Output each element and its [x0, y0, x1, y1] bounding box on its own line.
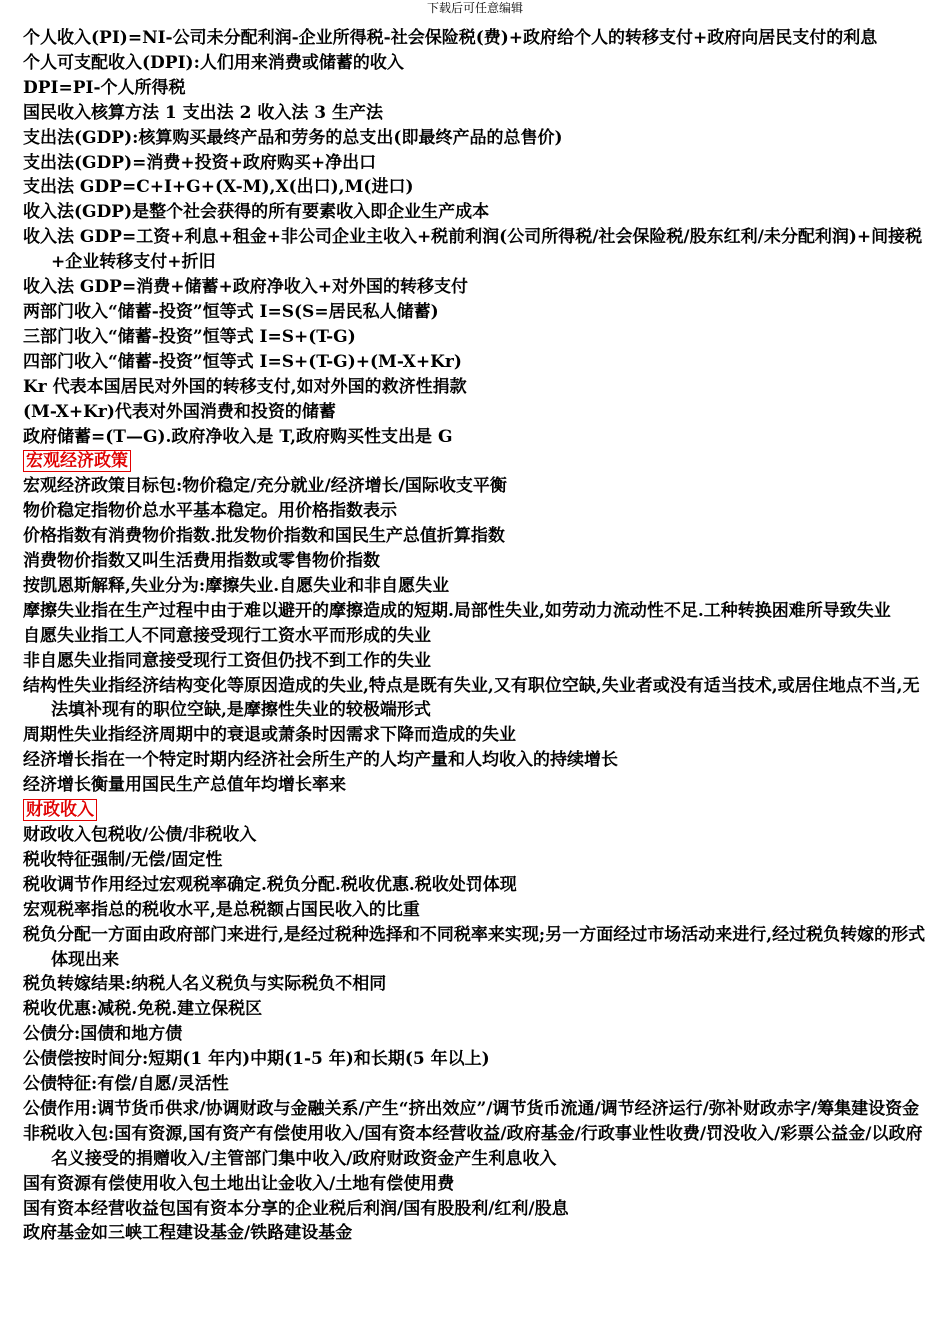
text-line: 税负分配一方面由政府部门来进行,是经过税种选择和不同税率来实现;另一方面经过市场活动来进行,经过税负转嫁的形式体现出来	[23, 924, 926, 970]
section-heading-macro-policy: 宏观经济政策	[23, 450, 131, 472]
text-line: 非自愿失业指同意接受现行工资但仍找不到工作的失业	[23, 650, 431, 671]
text-line: 个人收入(PI)=NI-公司未分配利润-企业所得税-社会保险税(费)+政府给个人的转移支付+政府向居民支付的利息	[23, 28, 878, 48]
text-line: 两部门收入“储蓄-投资”恒等式 I=S(S=居民私人储蓄)	[23, 301, 439, 322]
text-line: 税收特征强制/无偿/固定性	[23, 849, 223, 870]
macro-policy-block	[23, 474, 928, 798]
text-line: 收入法(GDP)是整个社会获得的所有要素收入即企业生产成本	[23, 202, 490, 223]
text-line: 政府基金如三峡工程建设基金/铁路建设基金	[23, 1223, 353, 1244]
text-line: 国有资源有偿使用收入包土地出让金收入/土地有偿使用费	[23, 1173, 455, 1194]
text-line: 价格指数有消费物价指数.批发物价指数和国民生产总值折算指数	[23, 526, 505, 547]
page-header: 下载后可任意编辑	[426, 1, 523, 15]
text-line: 公债作用:调节货币供求/协调财政与金融关系/产生“挤出效应”/调节货币流通/调节经济运行/弥补财政赤字/筹集建设资金	[23, 1098, 920, 1119]
text-line: 国民收入核算方法 1 支出法 2 收入法 3 生产法	[23, 102, 383, 123]
section-heading-fiscal-revenue: 财政收入	[23, 799, 97, 821]
document-body	[23, 26, 928, 1246]
text-line: 收入法 GDP=消费+储蓄+政府净收入+对外国的转移支付	[23, 277, 468, 298]
national-income-block	[23, 26, 928, 449]
text-line: 税收优惠:减税.免税.建立保税区	[23, 999, 263, 1020]
text-line: 消费物价指数又叫生活费用指数或零售物价指数	[23, 551, 380, 572]
text-line: 经济增长指在一个特定时期内经济社会所生产的人均产量和人均收入的持续增长	[23, 750, 618, 771]
text-line: 税负转嫁结果:纳税人名义税负与实际税负不相同	[23, 974, 387, 995]
text-line: 宏观经济政策目标包:物价稳定/充分就业/经济增长/国际收支平衡	[23, 476, 507, 497]
text-line: 按凯恩斯解释,失业分为:摩擦失业.自愿失业和非自愿失业	[23, 575, 450, 596]
text-line: 宏观税率指总的税收水平,是总税额占国民收入的比重	[23, 899, 420, 920]
text-line: 周期性失业指经济周期中的衰退或萧条时因需求下降而造成的失业	[23, 725, 516, 746]
text-line: 支出法 GDP=C+I+G+(X-M),X(出口),M(进口)	[23, 177, 414, 198]
text-line: DPI=PI-个人所得税	[23, 77, 186, 98]
text-line: 物价稳定指物价总水平基本稳定。用价格指数表示	[23, 501, 397, 522]
section-heading-row	[23, 798, 928, 823]
text-line: 国有资本经营收益包国有资本分享的企业税后利润/国有股股利/红利/股息	[23, 1198, 569, 1219]
text-line: 摩擦失业指在生产过程中由于难以避开的摩擦造成的短期.局部性失业,如劳动力流动性不足.工种转换困难所导致失业	[23, 600, 891, 621]
text-line: 结构性失业指经济结构变化等原因造成的失业,特点是既有失业,又有职位空缺,失业者或没有适当技术,或居住地点不当,无法填补现有的职位空缺,是摩擦性失业的较极端形式	[23, 675, 920, 721]
text-line: 支出法(GDP):核算购买最终产品和劳务的总支出(即最终产品的总售价)	[23, 127, 563, 148]
section-heading-row	[23, 449, 928, 474]
text-line: 公债偿按时间分:短期(1 年内)中期(1-5 年)和长期(5 年以上)	[23, 1049, 490, 1070]
fiscal-revenue-block	[23, 823, 928, 1246]
text-line: 经济增长衡量用国民生产总值年均增长率来	[23, 775, 346, 796]
text-line: 个人可支配收入(DPI):人们用来消费或储蓄的收入	[23, 52, 404, 73]
text-line: 三部门收入“储蓄-投资”恒等式 I=S+(T-G)	[23, 326, 356, 347]
text-line: 公债分:国债和地方债	[23, 1024, 183, 1045]
text-line: (M-X+Kr)代表对外国消费和投资的储蓄	[23, 401, 336, 422]
text-line: 非税收入包:国有资源,国有资产有偿使用收入/国有资本经营收益/政府基金/行政事业性收费/罚没收入/彩票公益金/以政府名义接受的捐赠收入/主管部门集中收入/政府财政资金产生利息收入	[23, 1123, 923, 1169]
text-line: Kr 代表本国居民对外国的转移支付,如对外国的救济性捐款	[23, 376, 467, 397]
text-line: 自愿失业指工人不同意接受现行工资水平而形成的失业	[23, 625, 431, 646]
text-line: 四部门收入“储蓄-投资”恒等式 I=S+(T-G)+(M-X+Kr)	[23, 351, 462, 372]
text-line: 支出法(GDP)=消费+投资+政府购买+净出口	[23, 152, 377, 173]
text-line: 公债特征:有偿/自愿/灵活性	[23, 1074, 229, 1095]
text-line: 税收调节作用经过宏观税率确定.税负分配.税收优惠.税收处罚体现	[23, 874, 517, 895]
text-line: 政府储蓄=(T—G).政府净收入是 T,政府购买性支出是 G	[23, 426, 453, 447]
text-line: 收入法 GDP=工资+利息+租金+非公司企业主收入+税前利润(公司所得税/社会保险税/股东红利/未分配利润)+间接税+企业转移支付+折旧	[23, 227, 923, 273]
text-line: 财政收入包税收/公债/非税收入	[23, 824, 257, 845]
